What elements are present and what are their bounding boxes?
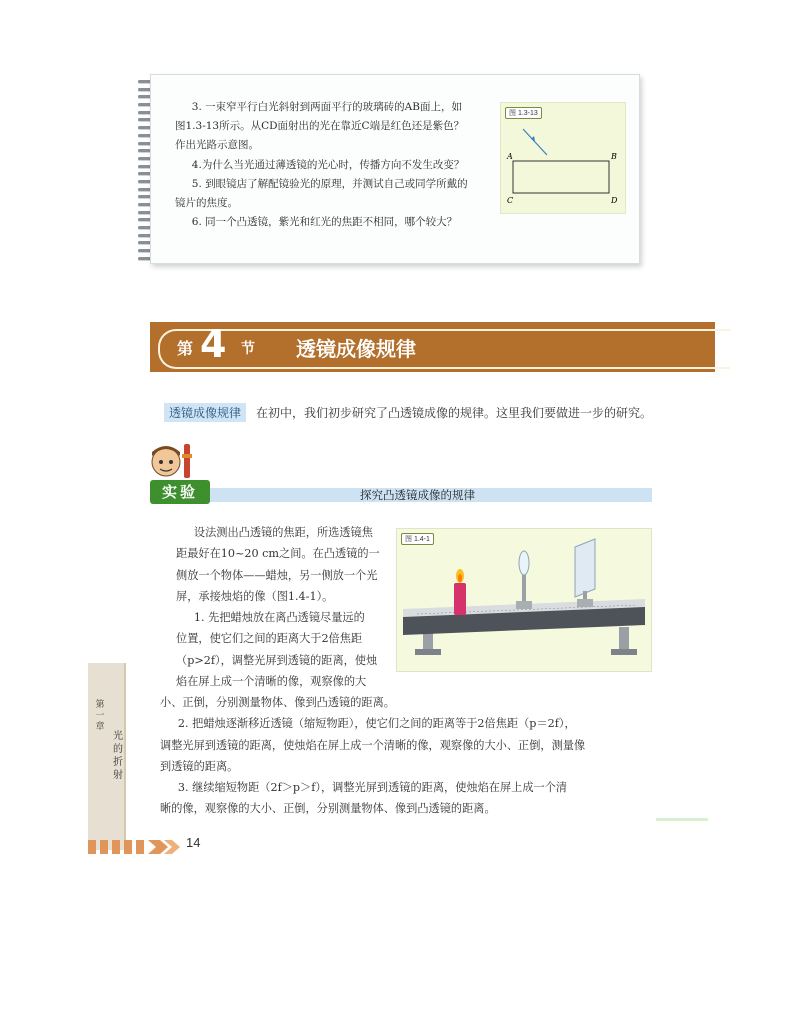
text-line: 2. 把蜡烛逐渐移近透镜（缩短物距），使它们之间的距离等于2倍焦距（p＝2f）， xyxy=(177,717,576,731)
figure-tag: 图 1.3-13 xyxy=(505,107,542,119)
section-suffix: 节 xyxy=(241,341,255,357)
text-line: 小、正倒，分别测量物体、像到凸透镜的距离。 xyxy=(160,696,395,709)
text-line: 晰的像，观察像的大小、正倒，分别测量物体、像到凸透镜的距离。 xyxy=(160,802,496,816)
experiment-text-left xyxy=(176,522,390,692)
question-5-line-2: 镜片的焦度。 xyxy=(175,197,238,210)
figure-1-3-13 xyxy=(500,102,626,214)
side-chapter-title: 光的折射 xyxy=(113,731,123,781)
text-line: （p>2f），调整光屏到透镜的距离，使烛 xyxy=(176,653,378,667)
light-screen xyxy=(575,539,595,597)
decorative-mark xyxy=(656,818,708,821)
text-line: 屏，承接烛焰的像（图1.4-1）。 xyxy=(176,589,334,603)
label-d: D xyxy=(611,196,618,205)
label-a: A xyxy=(507,152,513,161)
text-line: 距最好在10~20 cm之间。在凸透镜的一 xyxy=(176,547,380,561)
text-line: 焰在屏上成一个清晰的像，观察像的大 xyxy=(176,675,367,689)
section-prefix: 第 xyxy=(177,339,194,358)
experiment-text-full xyxy=(160,692,650,820)
label-b: B xyxy=(611,152,617,161)
experiment-title: 探究凸透镜成像的规律 xyxy=(360,488,475,502)
side-chapter-label: 第一章 xyxy=(95,700,105,732)
incident-ray xyxy=(523,129,547,155)
page-arrow-icon xyxy=(88,836,180,858)
intro-text: 在初中，我们初步研究了凸透镜成像的规律。这里我们要做进一步的研究。 xyxy=(256,406,653,420)
convex-lens xyxy=(519,551,529,575)
text-line: 位置，使它们之间的距离大于2倍焦距 xyxy=(176,632,363,646)
intro-tag: 透镜成像规律 xyxy=(164,403,246,422)
text-line: 侧放一个物体——蜡烛，另一侧放一个光 xyxy=(176,568,378,582)
text-line: 3. 继续缩短物距（2f＞p＞f），调整光屏到透镜的距离，使烛焰在屏上成一个清 xyxy=(177,781,568,795)
page-number: 14 xyxy=(186,835,201,850)
question-3-line-3: 作出光路示意图。 xyxy=(175,139,259,152)
text-line: 1. 先把蜡烛放在离凸透镜尽量远的 xyxy=(193,611,365,625)
exercise-questions xyxy=(175,98,485,232)
section-title: 透镜成像规律 xyxy=(296,337,416,361)
optical-bench-diagram xyxy=(397,529,651,671)
figure-1-4-1 xyxy=(396,528,652,672)
question-5-line-1: 5. 到眼镜店了解配镜验光的原理，并测试自己或同学所戴的 xyxy=(191,177,468,190)
text-line: 设法测出凸透镜的焦距，所选透镜焦 xyxy=(193,526,373,539)
glass-slab xyxy=(513,161,609,193)
label-c: C xyxy=(507,196,514,205)
experiment-label: 实验 xyxy=(150,480,210,504)
question-3-line-1: 3. 一束窄平行白光斜射到两面平行的玻璃砖的AB面上，如 xyxy=(191,101,462,113)
candle xyxy=(454,583,466,615)
text-line: 到透镜的距离。 xyxy=(160,759,239,773)
glass-slab-diagram xyxy=(501,103,625,213)
question-4: 4.为什么当光通过薄透镜的光心时，传播方向不发生改变？ xyxy=(191,158,465,171)
question-6: 6. 同一个凸透镜，紫光和红光的焦距不相同，哪个较大？ xyxy=(191,216,458,229)
text-line: 调整光屏到透镜的距离，使烛焰在屏上成一个清晰的像，观察像的大小、正倒，测量像 xyxy=(160,738,586,752)
question-3-line-2: 图1.3-13所示。从CD面射出的光在靠近C端是红色还是紫色？ xyxy=(175,120,465,133)
figure-tag: 图 1.4-1 xyxy=(401,533,434,545)
section-number: 4 xyxy=(200,322,227,366)
